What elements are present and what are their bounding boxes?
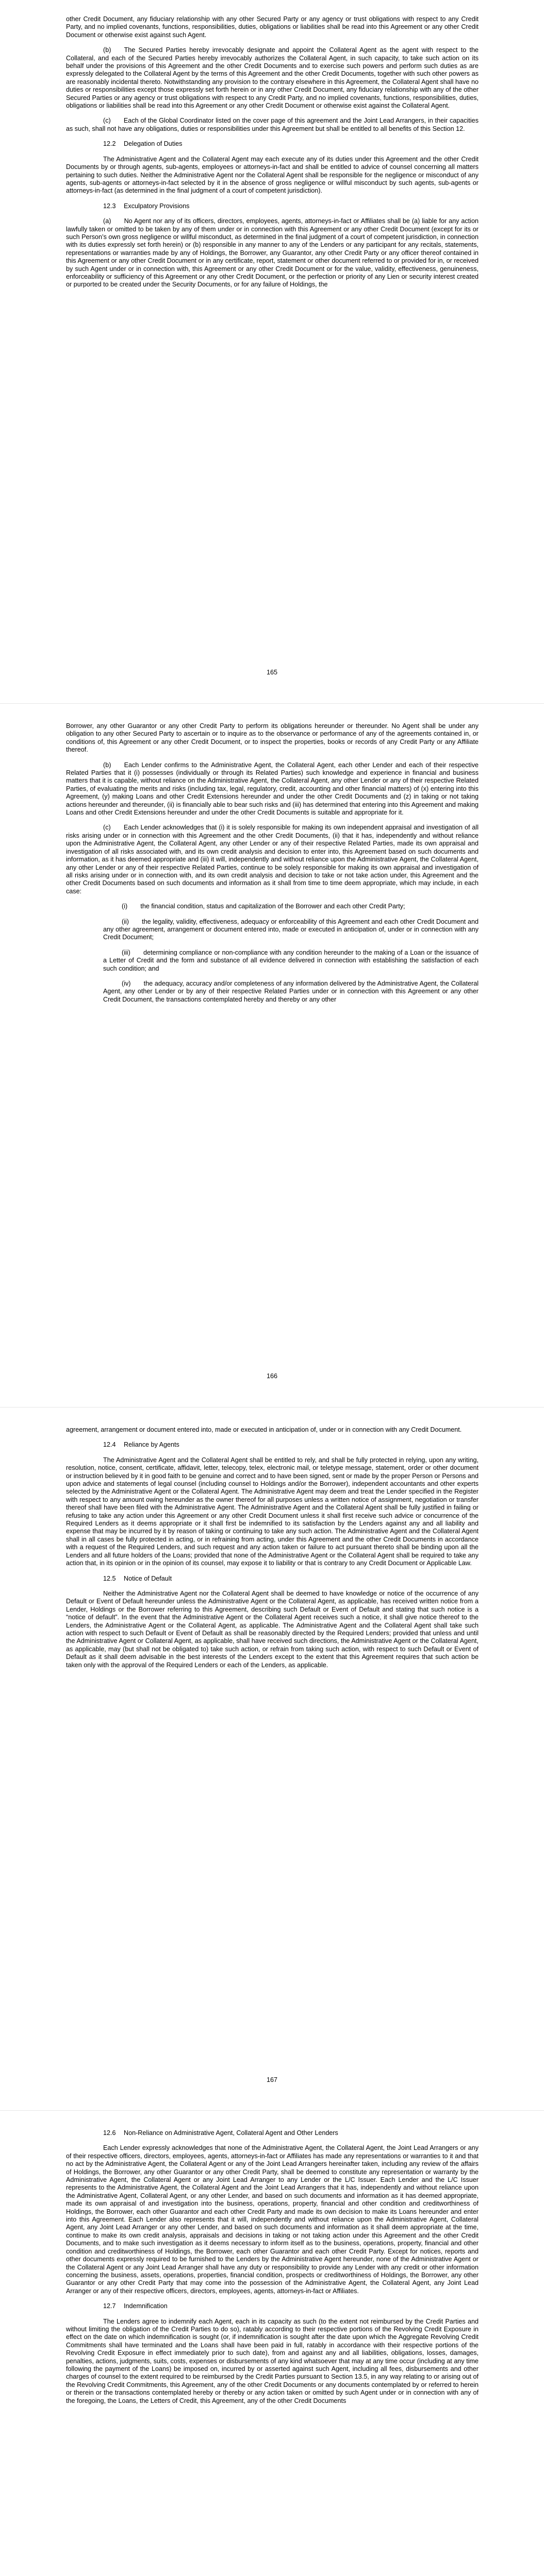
paragraph-12-7: The Lenders agree to indemnify each Agent, each in its capacity as such (to the extent not reimbursed by the Credit Parties and without limiting the obligation of the Credit Parties to do so), ratably according to their respective portions of the Revolving Credit Exposure in effect on the date on which indemnification is sought (or, if indemnification is sought after the date upon which the Aggregate Revolving Credit Commitments shall have terminated and the Loans shall have been paid in full, ratably in accordance with their respective portions of the Revolving Credit Exposure in effect immediately prior to such date), from and against any and all liabilities, obligations, losses, damages, penalties, actions, judgments, suits, costs, expenses or disbursements of any kind whatsoever that may at any time occur (including at any time following the payment of the Loans) be imposed on, incurred by or asserted against such Agent, including all fees, disbursements and other charges of counsel to the extent required to be reimbursed by the Credit Parties pursuant to Section 13.5, in any way relating to or arising out of the Revolving Credit Commitments, this Agreement, any of the other Credit Documents or any documents contemplated by or referred to herein or therein or the transactions contemplated hereby or thereby or any action taken or omitted by such Agent under or in connection with any of the foregoing, the Loans, the Letters of Credit, this Agreement, any of the other Credit Documents bbox=[66, 2317, 479, 2404]
page-168 bbox=[0, 2111, 544, 2576]
section-title: Delegation of Duties bbox=[124, 140, 183, 148]
paragraph-12-3-b: (b) Each Lender confirms to the Administrative Agent, the Collateral Agent, each other Lender and each of their respective Related Parties that it (i) possesses (individually or through its Related Parties) such knowledge and experience in financial and business matters that it is capable, without reliance on the Administrative Agent, the Collateral Agent, any other Lender or any of their respective Related Parties, of evaluating the merits and risks (including tax, legal, regulatory, credit, accounting and other financial matters) of (x) entering into this Agreement, (y) making Loans and other Credit Extensions hereunder and under the other Credit Documents and (z) in taking or not taking actions hereunder and thereunder, (ii) is financially able to bear such risks and (iii) has determined that entering into this Agreement and making Loans and other Credit Extensions hereunder and under the other Credit Documents is suitable and appropriate for it. bbox=[66, 761, 479, 817]
page-165-body bbox=[66, 15, 479, 296]
section-number: 12.3 bbox=[103, 202, 116, 210]
section-number: 12.7 bbox=[103, 2302, 116, 2310]
list-item-i: (i) the financial condition, status and capitalization of the Borrower and each other Credit Party; bbox=[122, 903, 405, 910]
paragraph-12-1-b: (b) The Secured Parties hereby irrevocably designate and appoint the Collateral Agent as the agent with respect to the Collateral, and each of the Secured Parties hereby irrevocably authorizes the Collateral Agent, in such capacity, to take such action on its behalf under the provisions of this Agreement and the other Credit Documents and to exercise such powers and perform such duties as are expressly delegated to the Collateral Agent by the terms of this Agreement and the other Credit Documents, together with such other powers as are reasonably incidental thereto. Notwithstanding any provision to the contrary elsewhere in this Agreement, the Collateral Agent shall have no duties or responsibilities except those expressly set forth herein or in any other Credit Document, any fiduciary relationship with any of the other Secured Parties or any agency or trust obligations with respect to any Credit Party, and no implied covenants, functions, responsibilities, duties, obligations or liabilities shall be read into this Agreement or any other Credit Document or otherwise exist against the Collateral Agent. bbox=[66, 46, 479, 110]
paragraph-12-3-c: (c) Each Lender acknowledges that (i) it is solely responsible for making its own independent appraisal and investigation of all risks arising under or in connection with this Agreement and the other Credit Documents, (ii) that it has, independently and without reliance upon the Administrative Agent, the Collateral Agent, any other Lender or any of their respective Related Parties, made its own appraisal and investigation of all risks associated with, and its own credit analysis and decision to enter into, this Agreement based on such documents and information, as it has deemed appropriate and (iii) it will, independently and without reliance upon the Administrative Agent, the Collateral Agent, any other Lender or any of their respective Related Parties, continue to be solely responsible for making its own appraisal and investigation of all risks arising under or in connection with, and its own credit analysis and decision to take or not take action under, this Agreement and the other Credit Documents based on such documents and information as it shall from time to time deem appropriate, which may include, in each case: bbox=[66, 824, 479, 895]
section-heading-12-6 bbox=[103, 2129, 479, 2137]
paragraph: agreement, arrangement or document entered into, made or executed in anticipation of, under or in connection with any Credit Document. bbox=[66, 1426, 462, 1433]
section-number: 12.5 bbox=[103, 1574, 116, 1582]
paragraph-12-3-a: (a) No Agent nor any of its officers, directors, employees, agents, attorneys-in-fact or Affiliates shall be (a) liable for any action lawfully taken or omitted to be taken by any of them under or in connection with this Agreement or any other Credit Document (except for its or such Person’s own gross negligence or willful misconduct, as determined in the final judgment of a court of competent jurisdiction, in connection with its duties expressly set forth herein) or (b) responsible in any manner to any of the Lenders or any participant for any recitals, statements, representations or warranties made by any of Holdings, the Borrower, any Guarantor, any other Credit Party or any officer thereof contained in this Agreement or any other Credit Document or in any certificate, report, statement or other document referred to or provided for in, or received by such Agent under or in connection with, this Agreement or any other Credit Document or for the value, validity, effectiveness, genuineness, enforceability or sufficiency of this Agreement or any other Credit Document, or the perfection or priority of any Lien or security interest created or purported to be created under the Security Documents, or for any failure of Holdings, the bbox=[66, 217, 479, 289]
paragraph: other Credit Document, any fiduciary relationship with any other Secured Party or any agency or trust obligations with respect to any Credit Party, and no implied covenants, functions, responsibilities, duties, obligations or liabilities shall be read into this Agreement or any other Credit Document or otherwise exist against such Agent. bbox=[66, 15, 479, 39]
section-number: 12.6 bbox=[103, 2129, 116, 2137]
section-title: Reliance by Agents bbox=[124, 1441, 179, 1449]
paragraph-12-6: Each Lender expressly acknowledges that none of the Administrative Agent, the Collateral Agent, the Joint Lead Arrangers or any of their respective officers, directors, employees, agents, attorneys-in-fact or Affiliates has made any representations or warranties to it and that no act by the Administrative Agent, the Collateral Agent or any of the Joint Lead Arrangers hereinafter taken, including any review of the affairs of Holdings, the Borrower, any other Guarantor or any other Credit Party, shall be deemed to constitute any representation or warranty by the Administrative Agent, the Collateral Agent or any Joint Lead Arranger to any Lender or the L/C Issuer. Each Lender and the L/C Issuer represents to the Administrative Agent, the Collateral Agent and the Joint Lead Arrangers that it has, independently and without reliance upon the Administrative Agent, Collateral Agent, or any other Lender, and based on such documents and information as it has deemed appropriate, made its own appraisal of and investigation into the business, operations, property, financial and other condition and creditworthiness of Holdings, the Borrower, each other Guarantor and each other Credit Party and made its own decision to make its Loans hereunder and enter into this Agreement. Each Lender also represents that it will, independently and without reliance upon the Administrative Agent, Collateral Agent, any Joint Lead Arranger or any other Lender, and based on such documents and information as it shall deem appropriate at the time, continue to make its own credit analysis, appraisals and decisions in taking or not taking action under this Agreement and the other Credit Documents, and to make such investigation as it deems necessary to inform itself as to the business, operations, property, financial and other condition and creditworthiness of Holdings, the Borrower, each other Guarantor and each other Credit Party. Except for notices, reports and other documents expressly required to be furnished to the Lenders by the Administrative Agent hereunder, none of the Administrative Agent or the Collateral Agent or any Joint Lead Arranger shall have any duty or responsibility to provide any Lender with any credit or other information concerning the business, assets, operations, properties, financial condition, prospects or creditworthiness of Holdings, the Borrower, any other Guarantor or any other Credit Party that may come into the possession of the Administrative Agent, the Collateral Agent, any Joint Lead Arranger or any of their respective officers, directors, employees, agents, attorneys-in-fact or Affiliates. bbox=[66, 2144, 479, 2295]
paragraph-12-4: The Administrative Agent and the Collateral Agent shall be entitled to rely, and shall be fully protected in relying, upon any writing, resolution, notice, consent, certificate, affidavit, letter, telecopy, telex, electronic mail, or teletype message, statement, order or other document or instruction believed by it in good faith to be genuine and correct and to have been signed, sent or made by the proper Person or Persons and upon advice and statements of legal counsel (including counsel to Holdings and/or the Borrower), independent accountants and other experts selected by the Administrative Agent or the Collateral Agent. The Administrative Agent may deem and treat the Lender specified in the Register with respect to any amount owing hereunder as the owner thereof for all purposes unless a written notice of assignment, negotiation or transfer thereof shall have been filed with the Administrative Agent. The Administrative Agent and the Collateral Agent shall be fully justified in failing or refusing to take any action under this Agreement or any other Credit Document unless it shall first receive such advice or concurrence of the Required Lenders as it deems appropriate or it shall first be indemnified to its satisfaction by the Lenders against any and all liability and expense that may be incurred by it by reason of taking or continuing to take any such action. The Administrative Agent and the Collateral Agent shall in all cases be fully protected in acting, or in refraining from acting, under this Agreement and the other Credit Documents in accordance with a request of the Required Lenders, and such request and any action taken or failure to act pursuant thereto shall be binding upon all the Lenders and all future holders of the Loans; provided that none of the Administrative Agent or the Collateral Agent shall be required to take any action that, in its opinion or in the opinion of its counsel, may expose it to liability or that is contrary to any Credit Document or Applicable Law. bbox=[66, 1456, 479, 1567]
page-number: 167 bbox=[266, 2076, 277, 2083]
paragraph-12-5: Neither the Administrative Agent nor the Collateral Agent shall be deemed to have knowledge or notice of the occurrence of any Default or Event of Default hereunder unless the Administrative Agent or the Collateral Agent, as applicable, has received written notice from a Lender, Holdings or the Borrower referring to this Agreement, describing such Default or Event of Default and stating that such notice is a “notice of default”. In the event that the Administrative Agent or the Collateral Agent receives such a notice, it shall give notice thereof to the Lenders, the Administrative Agent or the Collateral Agent, as applicable. The Administrative Agent and the Collateral Agent shall take such action with respect to such Default or Event of Default as shall be reasonably directed by the Required Lenders; provided that unless and until the Administrative Agent or Collateral Agent, as applicable, shall have received such directions, the Administrative Agent or the Collateral Agent, as applicable, may (but shall not be obligated to) take such action, or refrain from taking such action, with respect to such Default or Event of Default as it shall deem advisable in the best interests of the Lenders except to the extent that this Agreement requires that such action be taken only with the approval of the Required Lenders or each of the Lenders, as applicable. bbox=[66, 1589, 479, 1669]
section-heading-12-3 bbox=[103, 202, 479, 210]
page-167 bbox=[0, 1408, 544, 2110]
paragraph: Borrower, any other Guarantor or any other Credit Party to perform its obligations hereunder or thereunder. No Agent shall be under any obligation to any other Secured Party to ascertain or to inquire as to the observance or performance of any of the agreements contained in, or conditions of, this Agreement or any other Credit Document, or to inspect the properties, books or records of any Credit Party or any Affiliate thereof. bbox=[66, 722, 479, 754]
list-item-iii: (iii) determining compliance or non-compliance with any condition hereunder to the making of a Loan or the issuance of a Letter of Credit and the form and substance of all evidence delivered in connection with establishing the satisfaction of each such condition; and bbox=[103, 948, 479, 972]
section-number: 12.4 bbox=[103, 1441, 116, 1449]
section-heading-12-5 bbox=[103, 1575, 479, 1583]
page-165 bbox=[0, 0, 544, 703]
section-title: Notice of Default bbox=[124, 1574, 172, 1582]
section-title: Non-Reliance on Administrative Agent, Collateral Agent and Other Lenders bbox=[124, 2129, 338, 2137]
section-heading-12-4 bbox=[103, 1441, 479, 1449]
page-168-body bbox=[66, 2129, 479, 2412]
page-number: 166 bbox=[266, 1372, 277, 1380]
section-title: Indemnification bbox=[124, 2302, 168, 2310]
section-number: 12.2 bbox=[103, 140, 116, 148]
page-166 bbox=[0, 704, 544, 1407]
list-item-iv: (iv) the adequacy, accuracy and/or completeness of any information delivered by the Administrative Agent, the Collateral Agent, any other Lender or by any of their respective Related Parties under or in connection with this Agreement or any other Credit Document, the transactions contemplated hereby and thereby or any other bbox=[103, 979, 479, 1003]
section-title: Exculpatory Provisions bbox=[124, 202, 190, 210]
list-item-ii: (ii) the legality, validity, effectiveness, adequacy or enforceability of this Agreement and each other Credit Document and any other agreement, arrangement or document entered into, made or executed in anticipation of, under or in connection with any Credit Document; bbox=[103, 918, 479, 941]
paragraph-12-1-c: (c) Each of the Global Coordinator listed on the cover page of this agreement and the Joint Lead Arrangers, in their capacities as such, shall not have any obligations, duties or responsibilities under this Agreement but shall be entitled to all benefits of this Section 12. bbox=[66, 117, 479, 132]
page-number: 165 bbox=[266, 669, 277, 676]
page-166-body bbox=[66, 722, 479, 1011]
page-167-body bbox=[66, 1426, 479, 1676]
section-heading-12-2 bbox=[103, 140, 479, 148]
paragraph-12-2: The Administrative Agent and the Collateral Agent may each execute any of its duties under this Agreement and the other Credit Documents by or through agents, sub-agents, employees or attorneys-in-fact and shall be entitled to advice of counsel concerning all matters pertaining to such duties. Neither the Administrative Agent nor the Collateral Agent shall be responsible for the negligence or misconduct of any agents, sub-agents or attorneys-in-fact selected by it in the absence of gross negligence or willful misconduct by such agents, sub-agents or attorneys-in-fact (as determined in the final judgment of a court of competent jurisdiction). bbox=[66, 155, 479, 195]
section-heading-12-7 bbox=[103, 2302, 479, 2310]
